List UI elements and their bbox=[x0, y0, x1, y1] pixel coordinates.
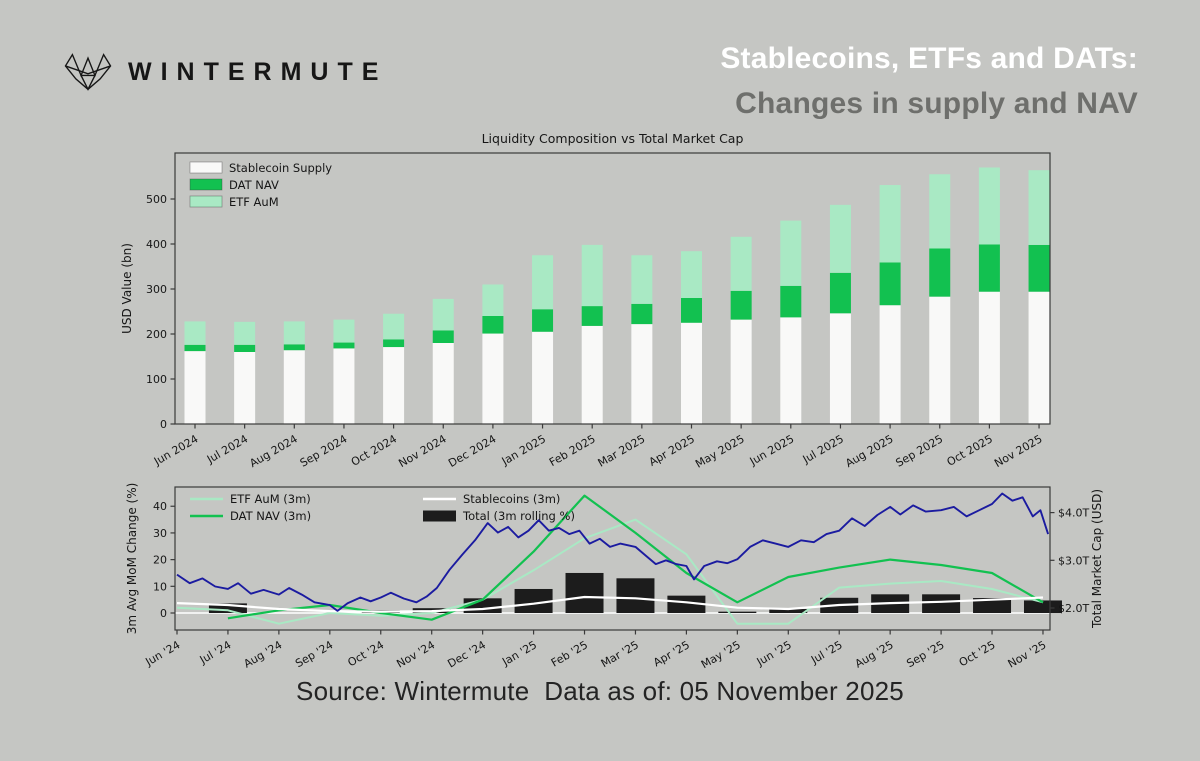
chart-text: Aug '25 bbox=[852, 638, 896, 671]
chart-text: Sep 2025 bbox=[893, 432, 946, 470]
legend-swatch bbox=[190, 196, 222, 207]
total-bar-may-25 bbox=[718, 612, 756, 613]
chart-text: Oct 2024 bbox=[348, 432, 400, 469]
chart-text: Liquidity Composition vs Total Market Cap bbox=[481, 131, 744, 146]
chart-text: Sep '24 bbox=[293, 638, 336, 671]
chart-text: $2.0T bbox=[1058, 602, 1090, 615]
chart-text: DAT NAV (3m) bbox=[230, 509, 312, 523]
chart-text: Jul 2024 bbox=[204, 432, 251, 466]
bar-oct-2025 bbox=[979, 168, 1000, 425]
chart-text: Apr 2025 bbox=[646, 432, 697, 469]
legend-swatch bbox=[190, 179, 222, 190]
chart-text: 100 bbox=[146, 373, 167, 386]
chart-text: Aug 2024 bbox=[247, 432, 300, 471]
bar-jul-2025 bbox=[830, 205, 851, 424]
chart-text: Nov 2025 bbox=[992, 432, 1045, 471]
chart-text: Stablecoins (3m) bbox=[463, 492, 561, 506]
chart-text: DAT NAV bbox=[229, 178, 279, 192]
bottom-chart-legend bbox=[190, 492, 575, 523]
chart-text: $4.0T bbox=[1058, 506, 1090, 520]
total-bar-sep-25 bbox=[922, 594, 960, 613]
chart-text: Nov '24 bbox=[394, 638, 438, 671]
chart-text: $3.0T bbox=[1058, 554, 1090, 568]
legend-swatch bbox=[190, 162, 222, 173]
chart-text: Mar '25 bbox=[598, 638, 641, 671]
bar-oct-2024 bbox=[383, 314, 404, 424]
chart-text: Jul '25 bbox=[808, 638, 845, 667]
chart-text: Nov 2024 bbox=[396, 432, 449, 471]
title-line-1: Stablecoins, ETFs and DATs: bbox=[720, 42, 1138, 75]
top-chart-legend bbox=[190, 161, 332, 209]
chart-text: Jan 2025 bbox=[499, 432, 549, 468]
chart-text: 0 bbox=[160, 418, 167, 431]
chart-text: May '25 bbox=[698, 638, 743, 672]
bar-mar-2025 bbox=[631, 255, 652, 424]
chart-text: Aug 2025 bbox=[843, 432, 896, 471]
chart-text: Jun '24 bbox=[143, 638, 183, 669]
chart-text: Apr '25 bbox=[651, 638, 692, 670]
chart-text: Mar 2025 bbox=[595, 432, 648, 470]
bar-jun-2024 bbox=[185, 321, 206, 424]
chart-text: Feb '25 bbox=[548, 638, 591, 670]
chart-text: 400 bbox=[146, 238, 167, 251]
bar-nov-2024 bbox=[433, 299, 454, 424]
chart-text: Sep 2024 bbox=[297, 432, 350, 470]
bar-apr-2025 bbox=[681, 251, 702, 424]
chart-text: ETF AuM (3m) bbox=[230, 492, 311, 506]
chart-text: Total (3m rolling %) bbox=[463, 509, 575, 523]
chart-text: Dec '24 bbox=[445, 638, 489, 671]
bar-aug-2024 bbox=[284, 321, 305, 424]
chart-text: 10 bbox=[153, 580, 167, 594]
title-line-2: Changes in supply and NAV bbox=[735, 87, 1138, 120]
top-chart bbox=[120, 131, 1050, 471]
chart-text: 0 bbox=[160, 607, 167, 620]
bar-jun-2025 bbox=[780, 221, 801, 424]
chart-text: 500 bbox=[146, 193, 167, 206]
bar-aug-2025 bbox=[880, 185, 901, 424]
chart-text: Jun 2025 bbox=[747, 432, 797, 468]
chart-text: ETF AuM bbox=[229, 195, 279, 209]
chart-text: 20 bbox=[153, 553, 167, 567]
chart-text: 40 bbox=[153, 500, 167, 514]
chart-text: Stablecoin Supply bbox=[229, 161, 333, 175]
chart-text: Jan '25 bbox=[500, 638, 540, 669]
chart-text: Aug '24 bbox=[241, 638, 285, 671]
brand-name: WINTERMUTE bbox=[128, 57, 388, 86]
chart-text: Sep '25 bbox=[904, 638, 947, 671]
chart-text: Feb 2025 bbox=[547, 432, 598, 470]
chart-text: Jul '24 bbox=[197, 638, 234, 667]
bar-may-2025 bbox=[731, 237, 752, 424]
chart-text: Nov '25 bbox=[1005, 638, 1049, 671]
chart-text: Oct '24 bbox=[345, 638, 387, 670]
line-stablecoins-3m- bbox=[177, 597, 1043, 612]
chart-text: Total Market Cap (USD) bbox=[1090, 488, 1104, 629]
bar-feb-2025 bbox=[582, 245, 603, 424]
chart-text: Dec 2024 bbox=[446, 432, 499, 470]
source-note: Source: Wintermute Data as of: 05 November 2025 bbox=[296, 676, 904, 706]
chart-text: Oct '25 bbox=[956, 638, 998, 670]
total-bar-feb-25 bbox=[566, 573, 604, 613]
bar-dec-2024 bbox=[482, 285, 503, 425]
chart-text: 30 bbox=[153, 526, 167, 540]
chart-text: Jun '25 bbox=[754, 638, 794, 669]
bar-nov-2025 bbox=[1029, 170, 1050, 424]
chart-text: May 2025 bbox=[693, 432, 747, 471]
bottom-chart bbox=[125, 483, 1104, 672]
bar-jan-2025 bbox=[532, 255, 553, 424]
chart-text: Jun 2024 bbox=[151, 432, 201, 468]
chart-text: 3m Avg MoM Change (%) bbox=[125, 482, 139, 635]
chart-text: Oct 2025 bbox=[944, 432, 995, 469]
legend-swatch bbox=[423, 511, 456, 522]
chart-text: 300 bbox=[146, 283, 167, 296]
chart-text: USD Value (bn) bbox=[120, 243, 134, 334]
chart-text: 200 bbox=[146, 328, 167, 341]
bar-sep-2025 bbox=[929, 174, 950, 424]
total-bar-mar-25 bbox=[616, 578, 654, 613]
bar-sep-2024 bbox=[333, 320, 354, 424]
top-chart-bars bbox=[185, 168, 1050, 425]
chart-text: Jul 2025 bbox=[800, 432, 846, 466]
bar-jul-2024 bbox=[234, 322, 255, 424]
